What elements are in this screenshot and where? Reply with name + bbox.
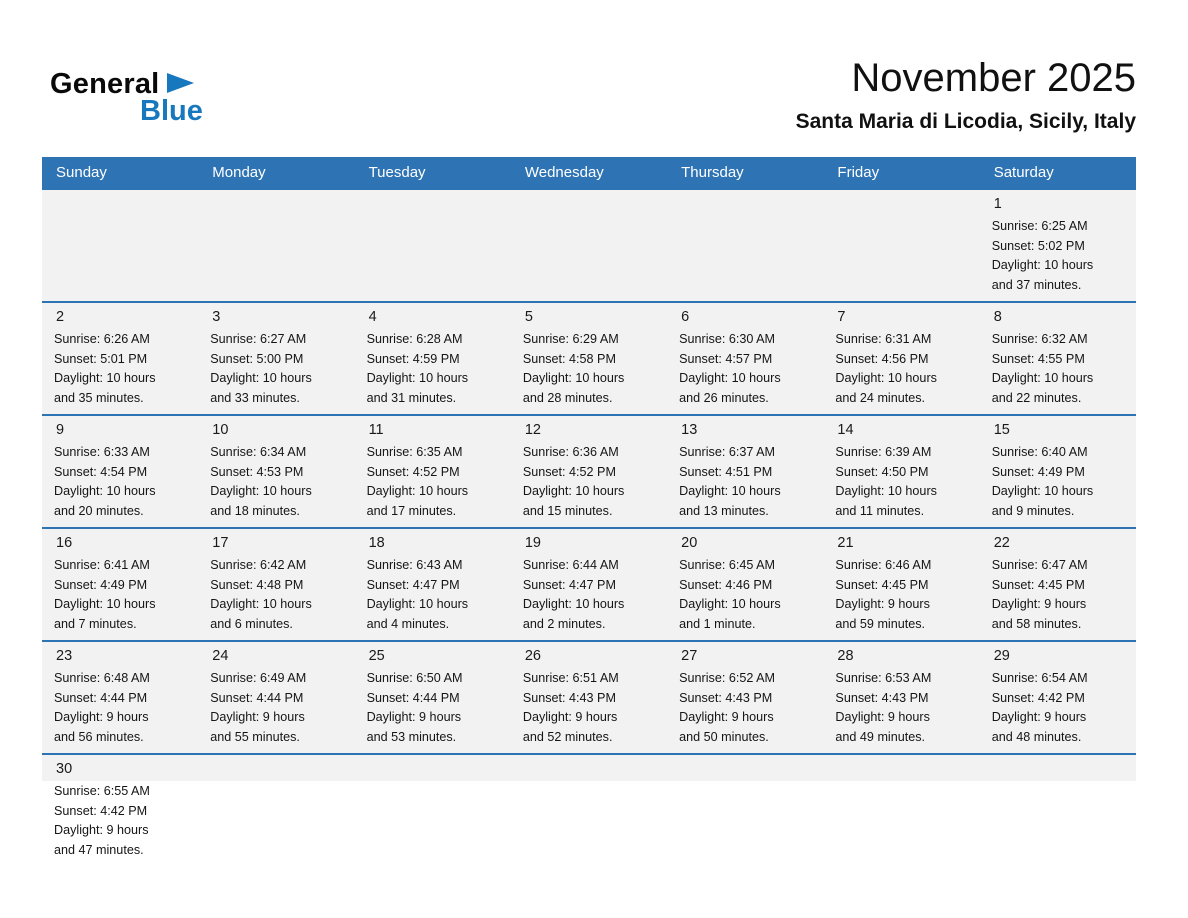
day-cell-14	[823, 416, 979, 527]
week-row-6	[42, 753, 1136, 875]
daylight-text-line1: Daylight: 10 hours	[679, 371, 781, 385]
day-number: 14	[837, 422, 854, 438]
daylight-text-line1: Daylight: 10 hours	[991, 484, 1094, 498]
day-cell-27	[667, 642, 823, 753]
daylight-text-line1: Daylight: 10 hours	[210, 484, 312, 498]
weekday-saturday: Saturday	[993, 164, 1054, 181]
sunset-text: Sunset: 4:44 PM	[54, 690, 148, 705]
page-header	[42, 0, 1136, 157]
sunset-text: Sunset: 4:49 PM	[54, 577, 148, 592]
sunrise-text: Sunrise: 6:33 AM	[54, 445, 150, 459]
sunrise-text: Sunrise: 6:41 AM	[54, 558, 150, 572]
sunset-text: Sunset: 4:48 PM	[210, 577, 304, 592]
day-cell-20	[667, 529, 823, 640]
day-cell-28	[823, 642, 979, 753]
day-cell-1	[980, 190, 1136, 301]
daylight-text-line2: and 56 minutes.	[54, 729, 144, 744]
daylight-text-line1: Daylight: 9 hours	[54, 710, 149, 724]
day-cell-empty	[198, 190, 354, 301]
daylight-text-line1: Daylight: 9 hours	[54, 823, 149, 837]
day-cell-empty	[511, 190, 667, 301]
sunset-text: Sunset: 5:00 PM	[210, 351, 304, 366]
sunrise-text: Sunrise: 6:48 AM	[54, 671, 150, 685]
day-cell-13	[667, 416, 823, 527]
sunrise-text: Sunrise: 6:54 AM	[991, 671, 1088, 685]
daylight-text-line1: Daylight: 10 hours	[522, 597, 625, 611]
daylight-text-line2: and 55 minutes.	[210, 729, 300, 744]
day-cell-6	[667, 303, 823, 414]
daylight-text-line2: and 18 minutes.	[210, 503, 300, 518]
sunrise-text: Sunrise: 6:52 AM	[679, 671, 776, 685]
day-number: 17	[212, 535, 229, 551]
daylight-text-line2: and 26 minutes.	[679, 390, 769, 405]
sunrise-text: Sunrise: 6:31 AM	[835, 332, 932, 346]
daylight-text-line2: and 20 minutes.	[54, 503, 144, 518]
day-cell-11	[355, 416, 511, 527]
daylight-text-line2: and 31 minutes.	[366, 390, 457, 405]
day-number: 9	[56, 422, 65, 438]
day-cell-empty	[42, 190, 198, 301]
day-number: 19	[524, 535, 541, 551]
day-cell-empty	[667, 190, 823, 301]
sunrise-text: Sunrise: 6:40 AM	[991, 445, 1088, 459]
daylight-text-line1: Daylight: 10 hours	[366, 597, 469, 611]
day-number: 21	[837, 535, 854, 551]
daylight-text-line2: and 33 minutes.	[210, 390, 300, 405]
sunrise-text: Sunrise: 6:51 AM	[522, 671, 619, 685]
sunrise-text: Sunrise: 6:32 AM	[991, 332, 1088, 346]
sunset-text: Sunset: 4:57 PM	[679, 351, 773, 366]
sunrise-text: Sunrise: 6:45 AM	[679, 558, 776, 572]
daylight-text-line2: and 15 minutes.	[522, 503, 613, 518]
daylight-text-line2: and 52 minutes.	[522, 729, 613, 744]
sunset-text: Sunset: 4:42 PM	[54, 803, 148, 818]
logo-text-blue: Blue	[140, 95, 203, 127]
day-number: 6	[681, 309, 690, 325]
daylight-text-line1: Daylight: 9 hours	[210, 710, 305, 724]
sunrise-text: Sunrise: 6:46 AM	[835, 558, 932, 572]
day-number: 7	[837, 309, 846, 325]
day-number: 18	[368, 535, 385, 551]
week-row-5	[42, 640, 1136, 753]
daylight-text-line1: Daylight: 10 hours	[991, 371, 1094, 385]
day-cell-empty	[823, 190, 979, 301]
daylight-text-line1: Daylight: 10 hours	[366, 371, 469, 385]
daylight-text-line1: Daylight: 10 hours	[522, 371, 625, 385]
sunset-text: Sunset: 5:01 PM	[54, 351, 148, 366]
daylight-text-line1: Daylight: 9 hours	[679, 710, 774, 724]
sunset-text: Sunset: 4:44 PM	[366, 690, 460, 705]
weekday-wednesday: Wednesday	[524, 164, 604, 181]
daylight-text-line1: Daylight: 9 hours	[835, 710, 930, 724]
week-row-1	[42, 188, 1136, 301]
day-cell-17	[198, 529, 354, 640]
day-cell-19	[511, 529, 667, 640]
daylight-text-line1: Daylight: 9 hours	[991, 710, 1087, 724]
daylight-text-line1: Daylight: 10 hours	[522, 484, 625, 498]
daylight-text-line1: Daylight: 10 hours	[991, 258, 1094, 272]
day-cell-empty	[355, 755, 511, 875]
sunrise-text: Sunrise: 6:37 AM	[679, 445, 776, 459]
day-number: 8	[993, 309, 1002, 325]
daylight-text-line1: Daylight: 9 hours	[522, 710, 618, 724]
day-cell-26	[511, 642, 667, 753]
daylight-text-line1: Daylight: 10 hours	[366, 484, 469, 498]
sunset-text: Sunset: 4:45 PM	[835, 577, 929, 592]
day-number: 12	[524, 422, 541, 438]
sunset-text: Sunset: 4:52 PM	[366, 464, 460, 479]
daylight-text-line2: and 50 minutes.	[679, 729, 769, 744]
day-cell-empty	[511, 755, 667, 875]
daylight-text-line2: and 35 minutes.	[54, 390, 144, 405]
day-cell-5	[511, 303, 667, 414]
day-number: 1	[993, 196, 1002, 212]
calendar-body	[42, 188, 1136, 875]
sunset-text: Sunset: 4:43 PM	[522, 690, 616, 705]
sunset-text: Sunset: 4:45 PM	[991, 577, 1085, 592]
daylight-text-line1: Daylight: 10 hours	[210, 597, 312, 611]
sunset-text: Sunset: 4:49 PM	[991, 464, 1085, 479]
sunset-text: Sunset: 4:52 PM	[522, 464, 616, 479]
daylight-text-line1: Daylight: 10 hours	[835, 371, 937, 385]
day-cell-empty	[667, 755, 823, 875]
day-cell-21	[823, 529, 979, 640]
sunrise-text: Sunrise: 6:55 AM	[54, 784, 150, 798]
day-cell-24	[198, 642, 354, 753]
weekday-header-row	[42, 157, 1136, 188]
sunset-text: Sunset: 4:56 PM	[835, 351, 929, 366]
daylight-text-line1: Daylight: 9 hours	[366, 710, 462, 724]
sunrise-text: Sunrise: 6:25 AM	[991, 219, 1088, 233]
sunrise-text: Sunrise: 6:44 AM	[522, 558, 619, 572]
sunrise-text: Sunrise: 6:35 AM	[366, 445, 463, 459]
daylight-text-line2: and 17 minutes.	[366, 503, 457, 518]
day-number: 27	[681, 648, 698, 664]
day-number: 10	[212, 422, 229, 438]
day-number: 15	[993, 422, 1010, 438]
day-cell-25	[355, 642, 511, 753]
day-cell-10	[198, 416, 354, 527]
sunset-text: Sunset: 4:43 PM	[679, 690, 773, 705]
daylight-text-line1: Daylight: 9 hours	[835, 597, 930, 611]
day-cell-23	[42, 642, 198, 753]
day-number: 16	[56, 535, 73, 551]
day-cell-9	[42, 416, 198, 527]
title-block	[796, 56, 1136, 134]
sunset-text: Sunset: 4:54 PM	[54, 464, 148, 479]
sunset-text: Sunset: 4:44 PM	[210, 690, 304, 705]
daylight-text-line2: and 9 minutes.	[991, 503, 1075, 518]
daylight-text-line2: and 22 minutes.	[991, 390, 1082, 405]
day-cell-30	[42, 755, 198, 875]
day-cell-8	[980, 303, 1136, 414]
day-cell-18	[355, 529, 511, 640]
sunrise-text: Sunrise: 6:43 AM	[366, 558, 463, 572]
day-cell-3	[198, 303, 354, 414]
day-cell-22	[980, 529, 1136, 640]
sunset-text: Sunset: 4:42 PM	[991, 690, 1085, 705]
sunrise-text: Sunrise: 6:47 AM	[991, 558, 1088, 572]
daylight-text-line2: and 58 minutes.	[991, 616, 1082, 631]
sunrise-text: Sunrise: 6:50 AM	[366, 671, 463, 685]
weekday-monday: Monday	[212, 164, 266, 181]
day-cell-empty	[823, 755, 979, 875]
day-number: 30	[56, 761, 73, 777]
day-cell-empty	[980, 755, 1136, 875]
daylight-text-line2: and 24 minutes.	[835, 390, 926, 405]
daylight-text-line2: and 28 minutes.	[522, 390, 613, 405]
daylight-text-line1: Daylight: 10 hours	[210, 371, 312, 385]
logo-text-general: General	[50, 68, 160, 100]
daylight-text-line2: and 6 minutes.	[210, 616, 293, 631]
sunset-text: Sunset: 4:51 PM	[679, 464, 773, 479]
day-number: 23	[56, 648, 73, 664]
sunrise-text: Sunrise: 6:39 AM	[835, 445, 932, 459]
sunrise-text: Sunrise: 6:27 AM	[210, 332, 307, 346]
week-row-4	[42, 527, 1136, 640]
sunset-text: Sunset: 4:55 PM	[991, 351, 1085, 366]
sunset-text: Sunset: 4:59 PM	[366, 351, 460, 366]
sunrise-text: Sunrise: 6:30 AM	[679, 332, 776, 346]
day-cell-15	[980, 416, 1136, 527]
day-number: 5	[524, 309, 533, 325]
daylight-text-line2: and 47 minutes.	[54, 842, 144, 857]
sunset-text: Sunset: 5:02 PM	[991, 238, 1085, 253]
day-cell-7	[823, 303, 979, 414]
week-row-2	[42, 301, 1136, 414]
sunrise-text: Sunrise: 6:29 AM	[522, 332, 619, 346]
general-blue-logo	[50, 68, 280, 132]
sunset-text: Sunset: 4:47 PM	[522, 577, 616, 592]
daylight-text-line1: Daylight: 10 hours	[679, 597, 781, 611]
sunrise-text: Sunrise: 6:36 AM	[522, 445, 619, 459]
weekday-tuesday: Tuesday	[368, 164, 426, 181]
sunrise-text: Sunrise: 6:49 AM	[210, 671, 307, 685]
sunset-text: Sunset: 4:50 PM	[835, 464, 929, 479]
sunrise-text: Sunrise: 6:26 AM	[54, 332, 150, 346]
day-number: 11	[368, 422, 384, 438]
daylight-text-line1: Daylight: 10 hours	[679, 484, 781, 498]
daylight-text-line2: and 37 minutes.	[991, 277, 1082, 292]
day-number: 20	[681, 535, 698, 551]
daylight-text-line1: Daylight: 10 hours	[54, 371, 156, 385]
daylight-text-line2: and 4 minutes.	[366, 616, 450, 631]
day-number: 24	[212, 648, 229, 664]
daylight-text-line2: and 13 minutes.	[679, 503, 769, 518]
daylight-text-line2: and 1 minute.	[679, 616, 756, 631]
daylight-text-line2: and 53 minutes.	[366, 729, 457, 744]
daylight-text-line1: Daylight: 10 hours	[54, 597, 156, 611]
daylight-text-line1: Daylight: 10 hours	[54, 484, 156, 498]
day-cell-29	[980, 642, 1136, 753]
day-number: 2	[56, 309, 65, 325]
day-cell-16	[42, 529, 198, 640]
day-cell-2	[42, 303, 198, 414]
daylight-text-line2: and 59 minutes.	[835, 616, 926, 631]
sunset-text: Sunset: 4:43 PM	[835, 690, 929, 705]
calendar-table	[42, 157, 1136, 875]
sunset-text: Sunset: 4:58 PM	[522, 351, 616, 366]
page-subtitle: Santa Maria di Licodia, Sicily, Italy	[795, 110, 1136, 133]
weekday-friday: Friday	[837, 164, 880, 181]
week-row-3	[42, 414, 1136, 527]
daylight-text-line1: Daylight: 9 hours	[991, 597, 1087, 611]
daylight-text-line2: and 7 minutes.	[54, 616, 137, 631]
day-number: 3	[212, 309, 221, 325]
weekday-sunday: Sunday	[56, 164, 107, 181]
day-number: 28	[837, 648, 854, 664]
daylight-text-line2: and 49 minutes.	[835, 729, 926, 744]
logo-flag-icon	[167, 73, 194, 93]
day-number: 13	[681, 422, 698, 438]
day-number: 25	[368, 648, 385, 664]
daylight-text-line2: and 2 minutes.	[522, 616, 606, 631]
sunrise-text: Sunrise: 6:28 AM	[366, 332, 463, 346]
daylight-text-line1: Daylight: 10 hours	[835, 484, 937, 498]
sunset-text: Sunset: 4:46 PM	[679, 577, 773, 592]
daylight-text-line2: and 11 minutes.	[835, 503, 925, 518]
day-number: 4	[368, 309, 377, 325]
sunset-text: Sunset: 4:47 PM	[366, 577, 460, 592]
sunrise-text: Sunrise: 6:42 AM	[210, 558, 307, 572]
day-number: 26	[524, 648, 541, 664]
day-cell-empty	[198, 755, 354, 875]
weekday-thursday: Thursday	[681, 164, 744, 181]
day-cell-12	[511, 416, 667, 527]
sunrise-text: Sunrise: 6:34 AM	[210, 445, 307, 459]
day-number: 29	[993, 648, 1010, 664]
sunset-text: Sunset: 4:53 PM	[210, 464, 304, 479]
daylight-text-line2: and 48 minutes.	[991, 729, 1082, 744]
sunrise-text: Sunrise: 6:53 AM	[835, 671, 932, 685]
day-number: 22	[993, 535, 1010, 551]
page-title: November 2025	[851, 56, 1136, 100]
day-cell-empty	[355, 190, 511, 301]
day-cell-4	[355, 303, 511, 414]
